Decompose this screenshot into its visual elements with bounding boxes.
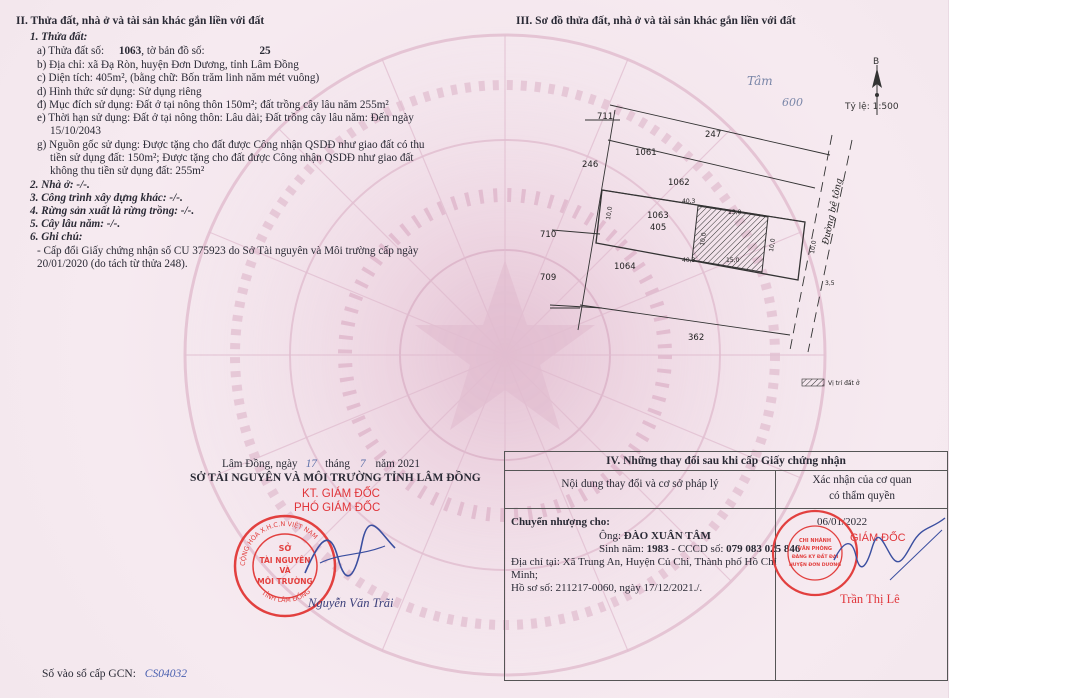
- boundary-line: [552, 230, 600, 234]
- column-header-content: Nội dung thay đổi và cơ sở pháp lý: [561, 478, 719, 490]
- sign-date: [222, 458, 420, 470]
- usage-form-line: d) Hình thức sử dụng: Sử dụng riêng: [37, 86, 202, 98]
- id-label: - CCCD số:: [671, 543, 724, 555]
- parcel-1062: 1062: [668, 178, 690, 188]
- parcel-number-line: [37, 45, 271, 57]
- svg-text:SỞ: SỞ: [278, 544, 292, 553]
- confirmation-header-line-2: có thẩm quyền: [829, 490, 895, 502]
- year-label: năm 2021: [375, 458, 420, 470]
- date-prefix: Lâm Đồng, ngày: [222, 458, 298, 470]
- section-3-title: III. Sơ đồ thửa đất, nhà ở và tài sản khác gắn liền với đất: [516, 15, 796, 27]
- parcel-710: 710: [540, 230, 557, 240]
- item-4-forest: 4. Rừng sản xuất là rừng trồng: -/-.: [30, 205, 195, 217]
- handwritten-number: 600: [782, 96, 803, 109]
- file-line: Hồ sơ số: 211217-0060, ngày 17/12/2021./.: [511, 582, 703, 594]
- id-number: 079 083 025 846: [726, 543, 801, 555]
- svg-text:MÔI TRƯỜNG: MÔI TRƯỜNG: [257, 577, 313, 586]
- parcel-1064: 1064: [614, 262, 636, 272]
- svg-text:ĐĂNG KÝ ĐẤT ĐAI: ĐĂNG KÝ ĐẤT ĐAI: [791, 555, 839, 560]
- usage-purpose-line: đ) Mục đích sử dụng: Đất ở tại nông thôn 150m²; đất trồng cây lâu năm 255m²: [37, 99, 389, 111]
- date-day: 17: [305, 458, 317, 470]
- dim-inner-left: 10,0: [699, 232, 708, 247]
- registry-line: [42, 668, 187, 680]
- owner-line: [599, 530, 711, 542]
- note-line-1: - Cấp đổi Giấy chứng nhận số CU 375923 do Sở Tài nguyên và Môi trường cấp ngày: [37, 245, 419, 257]
- dim-inner-top: 13,0: [728, 209, 742, 216]
- signature-1: [300, 518, 400, 588]
- dim-setback: 3,5: [825, 280, 835, 287]
- dim-right: 10,0: [809, 240, 818, 255]
- confirmation-header-line-1: Xác nhận của cơ quan: [812, 474, 912, 486]
- address-line-1: Địa chỉ tại: Xã Trung An, Huyện Củ Chi, Thành phố Hồ Chí: [511, 556, 777, 568]
- item-3-construction: 3. Công trình xây dựng khác: -/-.: [30, 192, 183, 204]
- item-2-house: 2. Nhà ở: -/-.: [30, 179, 90, 191]
- signer-name: Nguyễn Văn Trãi: [308, 596, 394, 610]
- date-month: 7: [359, 458, 366, 470]
- column-header-confirmation: [776, 472, 948, 504]
- svg-text:VĂN PHÒNG: VĂN PHÒNG: [797, 546, 833, 552]
- confirm-signer: Trần Thị Lê: [840, 592, 900, 606]
- svg-text:TỈNH LÂM ĐỒNG: TỈNH LÂM ĐỒNG: [260, 587, 313, 605]
- parcel-map: [540, 40, 930, 400]
- scale-label: Tỷ lệ: 1:500: [845, 102, 899, 112]
- usage-term-line-1: e) Thời hạn sử dụng: Đất ở tại nông thôn: Lâu dài; Đất trồng cây lâu năm: Đến ngày: [37, 112, 414, 124]
- dim-top: 40,3: [682, 198, 696, 205]
- legend-label: Vị trí đất ở: [828, 380, 860, 387]
- parcel-1063-area: 405: [650, 223, 667, 233]
- parcel-number: 1063: [118, 45, 142, 57]
- origin-line-3: không thu tiền sử dụng đất: 255m²: [50, 165, 205, 177]
- owner-prefix: Ông:: [599, 530, 621, 542]
- signer-role-2: PHÓ GIÁM ĐỐC: [294, 502, 381, 514]
- address-line: b) Địa chỉ: xã Đạ Ròn, huyện Đơn Dương, tỉnh Lâm Đồng: [37, 59, 299, 71]
- agency-name: SỞ TÀI NGUYÊN VÀ MÔI TRƯỜNG TỈNH LÂM ĐỒNG: [190, 472, 481, 484]
- origin-line-1: g) Nguồn gốc sử dụng: Được tặng cho đất được Công nhận QSDĐ như giao đất có thu: [37, 139, 425, 151]
- svg-text:TÀI NGUYÊN: TÀI NGUYÊN: [259, 556, 311, 565]
- item-1-title: 1. Thửa đất:: [30, 31, 88, 43]
- section-4-title: IV. Những thay đổi sau khi cấp Giấy chứng nhận: [505, 452, 947, 471]
- svg-text:CỘNG HÒA X.H.C.N VIỆT NAM: CỘNG HÒA X.H.C.N VIỆT NAM: [238, 519, 320, 567]
- boundary-line: [580, 305, 790, 335]
- legend-swatch: [802, 379, 824, 386]
- month-label: tháng: [325, 458, 350, 470]
- confirm-role: GIÁM ĐỐC: [850, 532, 906, 544]
- item-5-perennial: 5. Cây lâu năm: -/-.: [30, 218, 121, 230]
- north-label: B: [873, 57, 880, 67]
- svg-text:CHI NHÁNH: CHI NHÁNH: [798, 538, 832, 544]
- parcel-247: 247: [705, 130, 722, 140]
- owner-name: ĐÀO XUÂN TÂM: [623, 530, 711, 542]
- usage-term-line-2: 15/10/2043: [50, 125, 101, 137]
- parcel-711: 711: [597, 112, 614, 122]
- birth-year: 1983: [646, 543, 669, 555]
- confirm-date: 06/01/2022: [817, 516, 868, 528]
- road-label: Đường bê tông: [821, 177, 845, 246]
- parcel-362: 362: [688, 333, 705, 343]
- parcel-246: 246: [582, 160, 599, 170]
- entry-title: Chuyển nhượng cho:: [511, 516, 610, 528]
- parcel-1061: 1061: [635, 148, 657, 158]
- svg-text:HUYỆN ĐƠN DƯƠNG: HUYỆN ĐƠN DƯƠNG: [788, 563, 842, 568]
- address-line-2: Minh;: [511, 569, 538, 581]
- area-line: c) Diện tích: 405m², (bằng chữ: Bốn trăm linh năm mét vuông): [37, 72, 320, 84]
- item-6-notes-title: 6. Ghi chú:: [30, 231, 83, 243]
- birth-label: Sinh năm:: [599, 543, 644, 555]
- map-sheet-label: , tờ bản đồ số:: [141, 45, 205, 57]
- page-margin: [949, 0, 1079, 698]
- parcel-709: 709: [540, 273, 557, 283]
- map-sheet-number: 25: [259, 45, 271, 57]
- registry-number: CS04032: [144, 668, 187, 680]
- origin-line-2: tiền sử dụng đất: 150m²; Được tặng cho đất được Công nhận QSDĐ như giao đất: [50, 152, 414, 164]
- handwritten-note: Tâm: [747, 74, 773, 88]
- dim-left: 10,0: [605, 206, 614, 221]
- dim-bottom: 40,3: [682, 257, 696, 264]
- note-line-2: 20/01/2020 (do tách từ thửa 248).: [37, 258, 188, 270]
- signature-2: [830, 510, 948, 590]
- signer-role-1: KT. GIÁM ĐỐC: [302, 488, 380, 500]
- section-2-title: II. Thửa đất, nhà ở và tài sản khác gắn liền với đất: [16, 15, 265, 27]
- svg-text:VÀ: VÀ: [279, 566, 291, 575]
- parcel-number-label: a) Thửa đất số:: [37, 45, 105, 57]
- registry-label: Số vào sổ cấp GCN:: [42, 668, 136, 680]
- parcel-1063: 1063: [647, 211, 669, 221]
- dim-inner-bottom: 15,0: [726, 257, 740, 264]
- dim-inner-right: 10,0: [768, 238, 777, 253]
